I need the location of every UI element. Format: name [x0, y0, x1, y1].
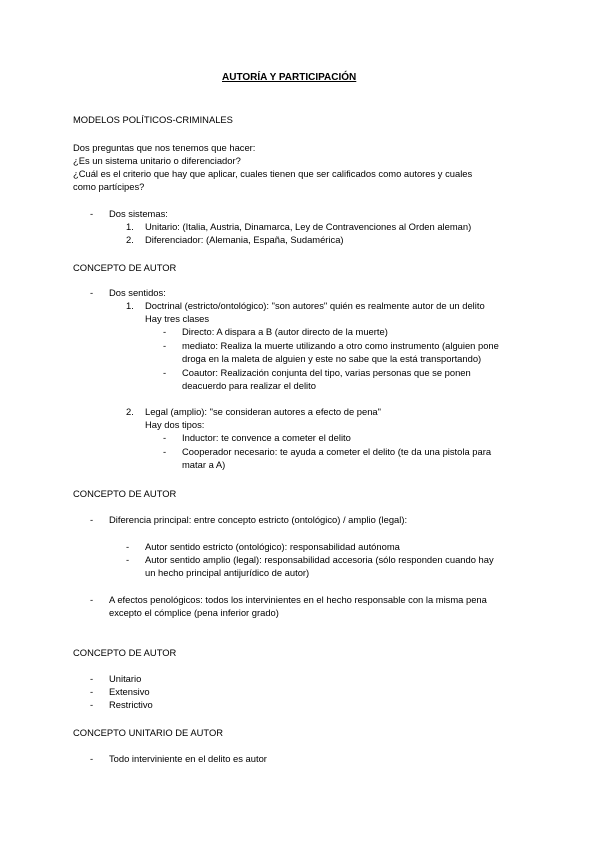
- directo-line: Directo: A dispara a B (autor directo de la muerte): [182, 326, 388, 337]
- coautor-line-2: deacuerdo para realizar el delito: [182, 380, 316, 391]
- strict-sense-line: Autor sentido estricto (ontológico): responsabilidad autónoma: [145, 541, 400, 552]
- bullet-dash: -: [163, 326, 167, 337]
- list-number: 1.: [126, 221, 134, 232]
- section-heading-concept-3: CONCEPTO DE AUTOR: [73, 647, 177, 658]
- bullet-dash: -: [126, 554, 130, 565]
- bullet-dash: -: [90, 514, 94, 525]
- cooperador-line-2: matar a A): [182, 459, 226, 470]
- type-item-extensivo: Extensivo: [109, 686, 150, 697]
- three-classes-line: Hay tres clases: [145, 313, 210, 324]
- doctrinal-line: Doctrinal (estricto/ontológico): "son autores" quién es realmente autor de un delito: [145, 300, 485, 311]
- unitary-bullet: Todo interviniente en el delito es autor: [109, 753, 267, 764]
- section-heading-concept-2: CONCEPTO DE AUTOR: [73, 488, 177, 499]
- list-number: 1.: [126, 300, 134, 311]
- page-title: AUTORÍA Y PARTICIPACIÓN: [222, 72, 357, 83]
- inductor-line: Inductor: te convence a cometer el delito: [182, 432, 351, 443]
- cooperador-line-1: Cooperador necesario: te ayuda a cometer el delito (te da una pistola para: [182, 446, 492, 457]
- systems-bullet: Dos sistemas:: [109, 208, 168, 219]
- bullet-dash: -: [126, 541, 130, 552]
- senses-bullet: Dos sentidos:: [109, 287, 166, 298]
- coautor-line-1: Coautor: Realización conjunta del tipo, varias personas que se ponen: [182, 367, 471, 378]
- list-number: 2.: [126, 406, 134, 417]
- type-item-unitario: Unitario: [109, 673, 142, 684]
- broad-sense-line-2: un hecho principal antijurídico de autor): [145, 567, 310, 578]
- intro-line-2: ¿Es un sistema unitario o diferenciador?: [73, 155, 241, 166]
- mediato-line-2: droga en la maleta de alguien y este no sabe que la está transportando): [182, 353, 482, 364]
- list-number: 2.: [126, 234, 134, 245]
- legal-line: Legal (amplio): "se consideran autores a efecto de pena": [145, 406, 381, 417]
- type-item-restrictivo: Restrictivo: [109, 699, 153, 710]
- intro-line-1: Dos preguntas que nos tenemos que hacer:: [73, 142, 256, 153]
- difference-main: Diferencia principal: entre concepto estricto (ontológico) / amplio (legal):: [109, 514, 408, 525]
- section-heading-unitary: CONCEPTO UNITARIO DE AUTOR: [73, 727, 224, 738]
- penal-line-2: excepto el cómplice (pena inferior grado): [109, 607, 279, 618]
- bullet-dash: -: [90, 673, 94, 684]
- bullet-dash: -: [163, 367, 167, 378]
- bullet-dash: -: [163, 446, 167, 457]
- bullet-dash: -: [163, 432, 167, 443]
- bullet-dash: -: [163, 340, 167, 351]
- bullet-dash: -: [90, 594, 94, 605]
- bullet-dash: -: [90, 753, 94, 764]
- systems-item-diferenciador: Diferenciador: (Alemania, España, Sudamérica): [145, 234, 344, 245]
- intro-line-3: ¿Cuál es el criterio que hay que aplicar, cuales tienen que ser calificados como autores y cuales: [73, 168, 473, 179]
- broad-sense-line-1: Autor sentido amplio (legal): responsabilidad accesoria (sólo responden cuando hay: [145, 554, 494, 565]
- bullet-dash: -: [90, 686, 94, 697]
- penal-line-1: A efectos penológicos: todos los intervinientes en el hecho responsable con la misma pena: [109, 594, 487, 605]
- bullet-dash: -: [90, 699, 94, 710]
- systems-item-unitario: Unitario: (Italia, Austria, Dinamarca, Ley de Contravenciones al Orden aleman): [145, 221, 472, 232]
- section-heading-concept-1: CONCEPTO DE AUTOR: [73, 262, 177, 273]
- bullet-dash: -: [90, 208, 94, 219]
- two-types-line: Hay dos tipos:: [145, 419, 205, 430]
- intro-line-4: como partícipes?: [73, 181, 145, 192]
- section-heading-models: MODELOS POLÍTICOS-CRIMINALES: [73, 114, 233, 125]
- mediato-line-1: mediato: Realiza la muerte utilizando a otro como instrumento (alguien pone: [182, 340, 499, 351]
- bullet-dash: -: [90, 287, 94, 298]
